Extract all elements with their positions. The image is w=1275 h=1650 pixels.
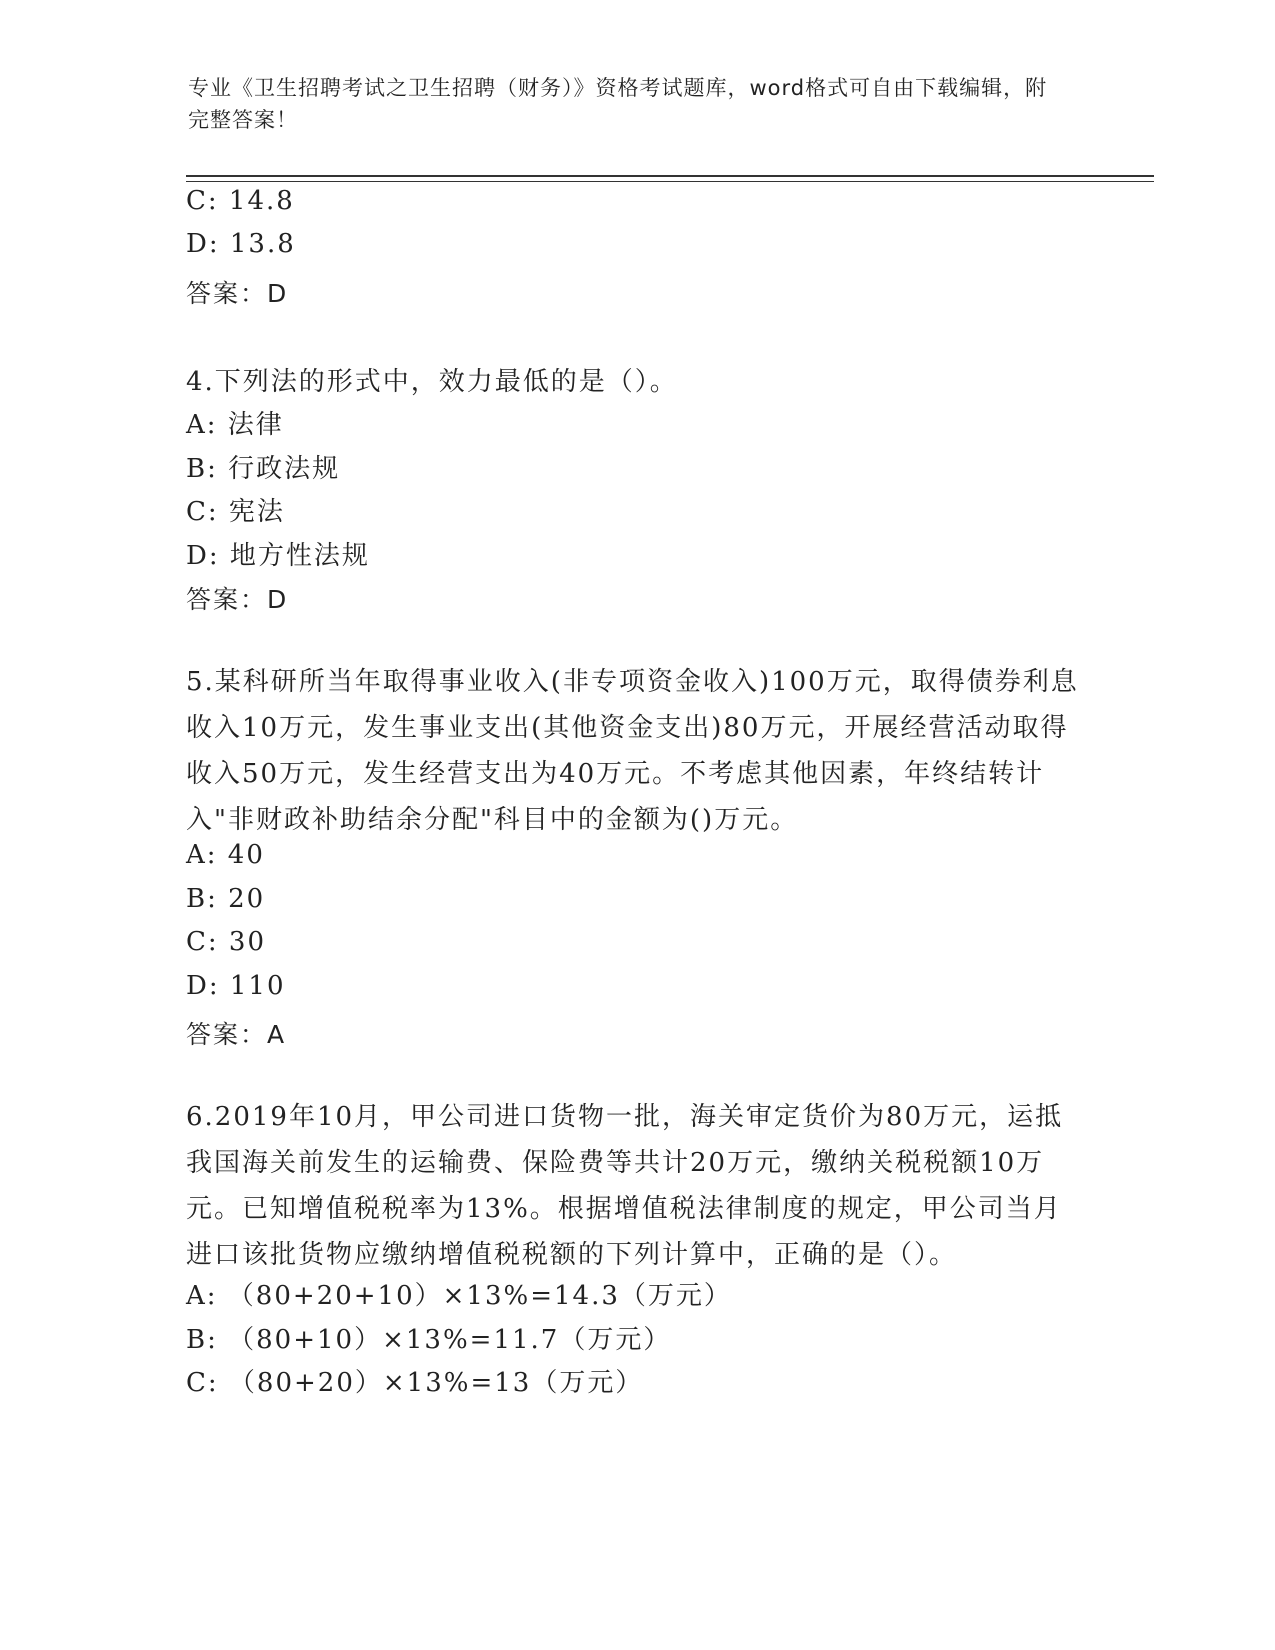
q6-option-a: A: （80+20+10）×13%=14.3（万元） [186, 1281, 732, 1311]
header-divider-thin [186, 181, 1154, 182]
q4-option-c: C: 宪法 [186, 497, 285, 527]
header-divider-thick [186, 175, 1154, 177]
q6-option-c: C: （80+20）×13%=13（万元） [186, 1368, 644, 1398]
q5-option-c: C: 30 [186, 927, 267, 957]
q3-option-c: C: 14.8 [186, 186, 295, 216]
q3-answer: 答案：D [186, 279, 289, 308]
q3-option-d: D: 13.8 [186, 229, 296, 259]
q5-stem: 5.某科研所当年取得事业收入(非专项资金收入)100万元，取得债券利息收入10万元，发生事业支出(其他资金支出)80万元，开展经营活动取得收入50万元，发生经营支出为40万元。不考虑其他因素，年终结转计入"非财政补助结余分配"科目中的金额为()万元。 [186, 667, 1079, 835]
q5-option-d: D: 110 [186, 971, 286, 1001]
q5-option-b: B: 20 [186, 884, 266, 914]
q5-option-a: A: 40 [186, 840, 265, 870]
q4-answer: 答案：D [186, 585, 289, 614]
q4-option-b: B: 行政法规 [186, 454, 341, 484]
q6-stem: 6.2019年10月，甲公司进口货物一批，海关审定货价为80万元，运抵我国海关前发生的运输费、保险费等共计20万元，缴纳关税税额10万元。已知增值税税率为13%。根据增值税法律制度的规定，甲公司当月进口该批货物应缴纳增值税税额的下列计算中，正确的是（）。 [186, 1102, 1064, 1270]
q6-option-b: B: （80+10）×13%=11.7（万元） [186, 1325, 672, 1355]
q4-stem: 4.下列法的形式中，效力最低的是（）。 [186, 367, 678, 397]
document-header: 专业《卫生招聘考试之卫生招聘（财务）》资格考试题库，word格式可自由下载编辑，附完整答案！ [188, 76, 1048, 132]
q4-option-a: A: 法律 [186, 410, 284, 440]
q5-answer: 答案：A [186, 1020, 287, 1049]
q4-option-d: D: 地方性法规 [186, 541, 370, 571]
